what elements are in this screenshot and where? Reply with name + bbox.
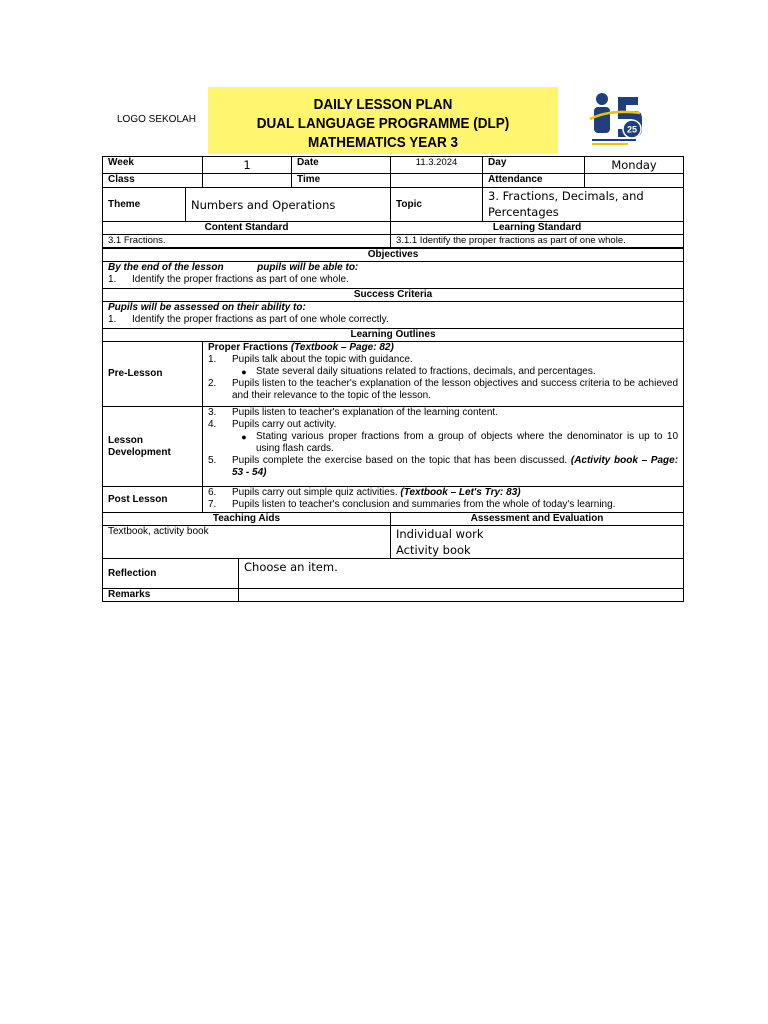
lesson-development-label: Lesson Development (103, 407, 203, 487)
subject-title: MATHEMATICS YEAR 3 (307, 134, 459, 151)
list-item: 1. Pupils talk about the topic with guidance. (208, 354, 413, 365)
programme-title: DUAL LANGUAGE PROGRAMME (DLP) (256, 115, 510, 132)
list-item: ● State several daily situations related to fractions, decimals, and percentages. (241, 366, 596, 377)
objectives-body (103, 262, 684, 289)
list-item: 1. Identify the proper fractions as part of one whole. (108, 274, 349, 285)
list-item: 3. Pupils listen to teacher's explanation of the learning content. (208, 407, 498, 418)
list-item: 2. Pupils listen to the teacher's explanation of the lesson objectives and success criteria to be achieved and their relevance to the topic of the lesson. (208, 378, 679, 401)
list-item: ● Stating various proper fractions from a group of objects where the denominator is up to 10 using flash cards. (241, 431, 679, 454)
attendance-value (585, 174, 684, 188)
pre-lesson-label: Pre-Lesson (103, 342, 203, 407)
lesson-plan-table-lower (102, 248, 684, 602)
theme-value: Numbers and Operations (186, 188, 391, 222)
lesson-plan-table (102, 156, 684, 261)
theme-label: Theme (103, 188, 186, 222)
assessment-value: Individual work Activity book (391, 526, 684, 559)
learning-outlines-heading: Learning Outlines (103, 329, 684, 342)
assessment-heading: Assessment and Evaluation (391, 513, 684, 526)
time-value (391, 174, 483, 188)
list-item: 7. Pupils listen to teacher's conclusion and summaries from the whole of today's learning. (208, 499, 616, 510)
post-lesson-body (203, 487, 684, 513)
list-item: 1. Identify the proper fractions as part of one whole correctly. (108, 314, 389, 325)
attendance-label: Attendance (483, 174, 585, 188)
textbook-ref: (Textbook – Let's Try: 83) (400, 487, 521, 498)
teaching-aids-heading: Teaching Aids (103, 513, 391, 526)
success-criteria-body (103, 302, 684, 329)
day-label: Day (483, 157, 585, 174)
objectives-intro-b: pupils will be able to: (257, 262, 359, 273)
list-item: 5. Pupils complete the exercise based on the topic that has been discussed. (Activity book – Page: 53 - 54) (208, 455, 679, 478)
objectives-intro-a: By the end of the lesson (108, 262, 224, 273)
week-value: 1 (203, 157, 292, 174)
list-item: 6. Pupils carry out simple quiz activities. (Textbook – Let's Try: 83) (208, 487, 521, 498)
learning-standard-heading: Learning Standard (391, 222, 684, 235)
objectives-heading: Objectives (103, 249, 684, 262)
day-value: Monday (585, 157, 684, 174)
title-banner (208, 87, 558, 154)
content-standard-heading: Content Standard (103, 222, 391, 235)
school-25-emblem-icon (584, 89, 646, 151)
remarks-value[interactable] (239, 589, 684, 602)
topic-label: Topic (391, 188, 483, 222)
remarks-label: Remarks (103, 589, 239, 602)
objectives-list (108, 274, 678, 286)
teaching-aids-value: Textbook, activity book (103, 526, 391, 559)
reflection-dropdown[interactable]: Choose an item. (239, 559, 684, 589)
activity-book-ref: (Activity book – Page: 53 - 54) (232, 455, 679, 478)
reflection-label: Reflection (103, 559, 239, 589)
list-item: 4. Pupils carry out activity. (208, 419, 337, 430)
success-intro: Pupils will be assessed on their ability to: (108, 302, 306, 313)
emblem-number: 25 (626, 124, 638, 135)
class-value (203, 174, 292, 188)
topic-value: 3. Fractions, Decimals, and Percentages (483, 188, 684, 222)
time-label: Time (292, 174, 391, 188)
logo-placeholder: LOGO SEKOLAH (117, 114, 196, 125)
success-list (108, 314, 678, 326)
pre-lesson-body (203, 342, 684, 407)
date-value: 11.3.2024 (391, 157, 483, 174)
class-label: Class (103, 174, 203, 188)
post-lesson-label: Post Lesson (103, 487, 203, 513)
page-title: DAILY LESSON PLAN (313, 96, 453, 113)
success-criteria-heading: Success Criteria (103, 289, 684, 302)
content-standard-value: 3.1 Fractions. (103, 235, 391, 248)
pre-lesson-ref: (Textbook – Page: 82) (290, 342, 394, 353)
learning-standard-value: 3.1.1 Identify the proper fractions as part of one whole. (391, 235, 684, 248)
week-label: Week (103, 157, 203, 174)
date-label: Date (292, 157, 391, 174)
lesson-development-body (203, 407, 684, 487)
pre-lesson-heading: Proper Fractions (208, 342, 289, 353)
